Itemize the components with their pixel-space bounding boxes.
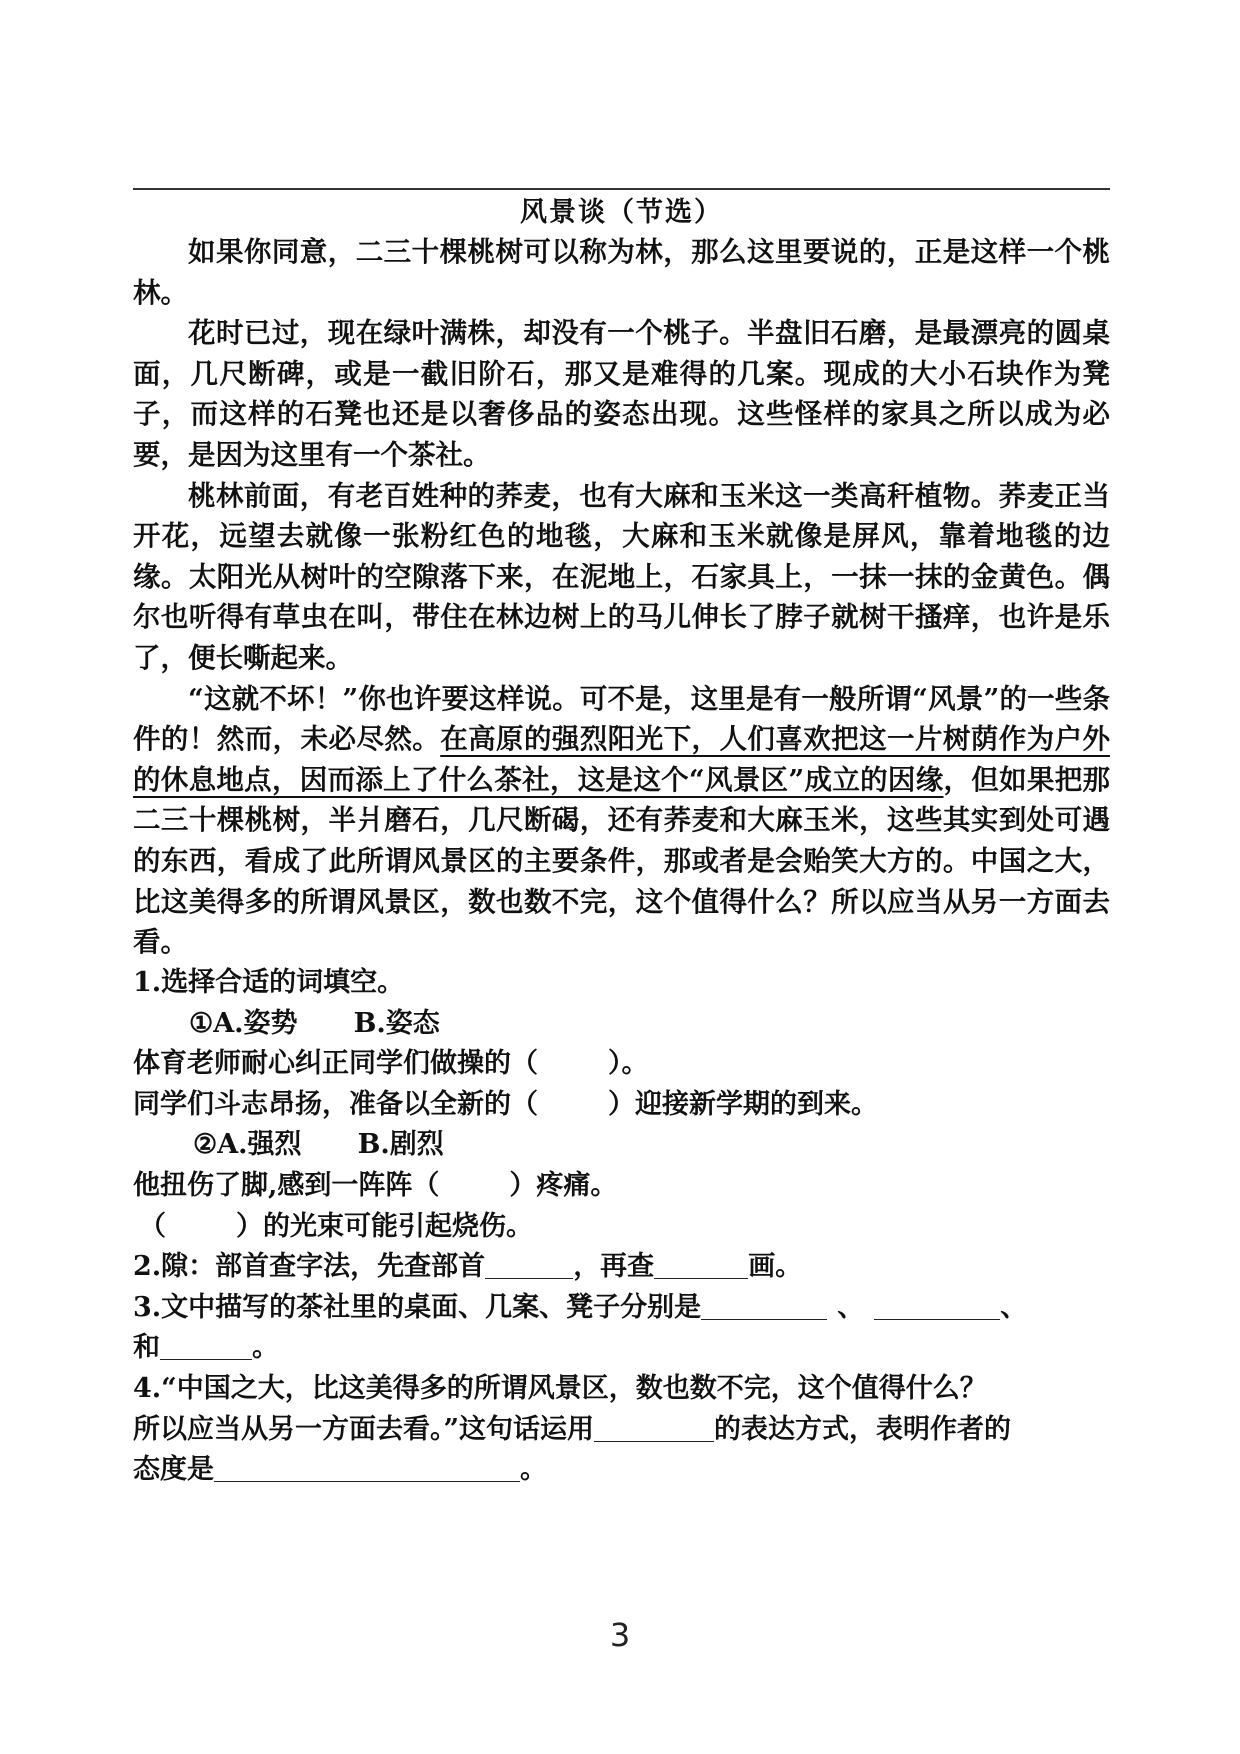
answer-blank-attitude[interactable] [214, 1453, 520, 1482]
paragraph-4 [133, 679, 1110, 963]
answer-blank-1[interactable] [701, 1291, 827, 1320]
sentence-text: （ [139, 1210, 166, 1242]
question-section [133, 963, 1110, 1491]
sentence-text: ）疼痛。 [509, 1169, 618, 1201]
question-text: ，再查 [573, 1251, 655, 1283]
question-1-sentence-3 [133, 1166, 1110, 1207]
paragraph-1: 如果你同意，二三十棵桃树可以称为林，那么这里要说的，正是这样一个桃林。 [133, 236, 1110, 309]
separator: 、 [1000, 1291, 1028, 1323]
sentence-text: 体育老师耐心纠正同学们做操的（ [133, 1048, 538, 1080]
answer-blank-strokes[interactable] [654, 1250, 748, 1279]
answer-blank-expression[interactable] [594, 1413, 714, 1442]
question-1-stem: 1.选择合适的词填空。 [133, 967, 405, 998]
question-3-line-2 [133, 1328, 1110, 1369]
question-text: 3.文中描写的茶社里的桌面、几案、凳子分别是 [133, 1291, 702, 1323]
question-4-line-1: 4.“中国之大，比这美得多的所谓风景区，数也数不完，这个值得什么？ [133, 1372, 987, 1404]
question-text: 。 [252, 1332, 279, 1364]
question-4-line-3 [133, 1450, 1110, 1491]
option-b: B.姿态 [353, 1007, 440, 1039]
word-choice-set-1 [133, 1004, 1110, 1045]
question-1-sentence-4 [133, 1207, 1110, 1248]
question-text: 所以应当从另一方面去看。”这句话运用 [133, 1413, 595, 1445]
question-3 [133, 1288, 1110, 1329]
passage-title: 风景谈（节选） [520, 197, 723, 228]
answer-blank-radical[interactable] [485, 1250, 573, 1279]
sentence-text: ）。 [608, 1048, 649, 1080]
question-text: 的表达方式，表明作者的 [714, 1413, 1012, 1445]
question-text: 画。 [748, 1251, 803, 1283]
word-choice-set-2 [133, 1125, 1110, 1166]
question-text: 态度是 [133, 1454, 214, 1486]
paragraph-2: 花时已过，现在绿叶满株，却没有一个桃子。半盘旧石磨，是最漂亮的圆桌面，几尺断碑，或是一截旧阶石，那又是难得的几案。现成的大小石块作为凳子，而这样的石凳也还是以奢侈品的姿态出现。这些怪样的家具之所以成为必要，是因为这里有一个茶社。 [133, 317, 1110, 471]
question-text: 和 [133, 1332, 160, 1364]
page-number: 3 [609, 1616, 631, 1654]
paragraph-4-rest: ，但如果把那二三十棵桃树，半爿磨石，几尺断碣，还有荞麦和大麻玉米，这些其实到处可遇的东西，看成了此所谓风景区的主要条件，那或者是会贻笑大方的。中国之大，比这美得多的所谓风景区，数也数不完，这个值得什么？所以应当从另一方面去看。 [133, 763, 1110, 959]
option-a: ②A.强烈 [193, 1129, 302, 1161]
separator: 、 [837, 1291, 865, 1323]
question-1-sentence-2 [133, 1085, 1110, 1126]
option-b: B.剧烈 [357, 1129, 444, 1161]
question-text: 2.隙：部首查字法，先查部首 [133, 1251, 486, 1283]
answer-blank-2[interactable] [874, 1291, 1000, 1320]
question-text: 。 [520, 1454, 547, 1486]
option-a: ①A.姿势 [189, 1007, 298, 1039]
underlined-sentence: 在高原的强烈阳光下，人们喜欢把这一片树荫作为户外的休息地点，因而添上了什么茶社，这是这个“风景区”成立的因缘 [133, 723, 1111, 796]
paragraph-3: 桃林前面，有老百姓种的荞麦，也有大麻和玉米这一类高秆植物。荞麦正当开花，远望去就像一张粉红色的地毯，大麻和玉米就像是屏风，靠着地毯的边缘。太阳光从树叶的空隙落下来，在泥地上，石家具上，一抹一抹的金黄色。偶尔也听得有草虫在叫，带住在林边树上的马儿伸长了脖子就树干搔痒，也许是乐了，便长嘶起来。 [133, 479, 1110, 674]
sentence-text: ）迎接新学期的到来。 [608, 1088, 878, 1120]
sentence-text: 他扭伤了脚,感到一阵阵（ [133, 1169, 440, 1201]
question-2 [133, 1247, 1110, 1288]
header-rule [133, 188, 1110, 190]
question-4-line-2 [133, 1410, 1110, 1451]
passage-body [133, 232, 1110, 963]
answer-blank-3[interactable] [160, 1331, 252, 1360]
sentence-text: 同学们斗志昂扬，准备以全新的（ [133, 1088, 538, 1120]
question-1-sentence-1 [133, 1044, 1110, 1085]
sentence-text: ）的光束可能引起烧伤。 [236, 1210, 533, 1242]
paragraph-4-opening: “这就不坏！”你也许要这样说。可不是，这里是有一般所谓“风景”的一些条件的！然而，未必尽然。 [133, 682, 1110, 756]
